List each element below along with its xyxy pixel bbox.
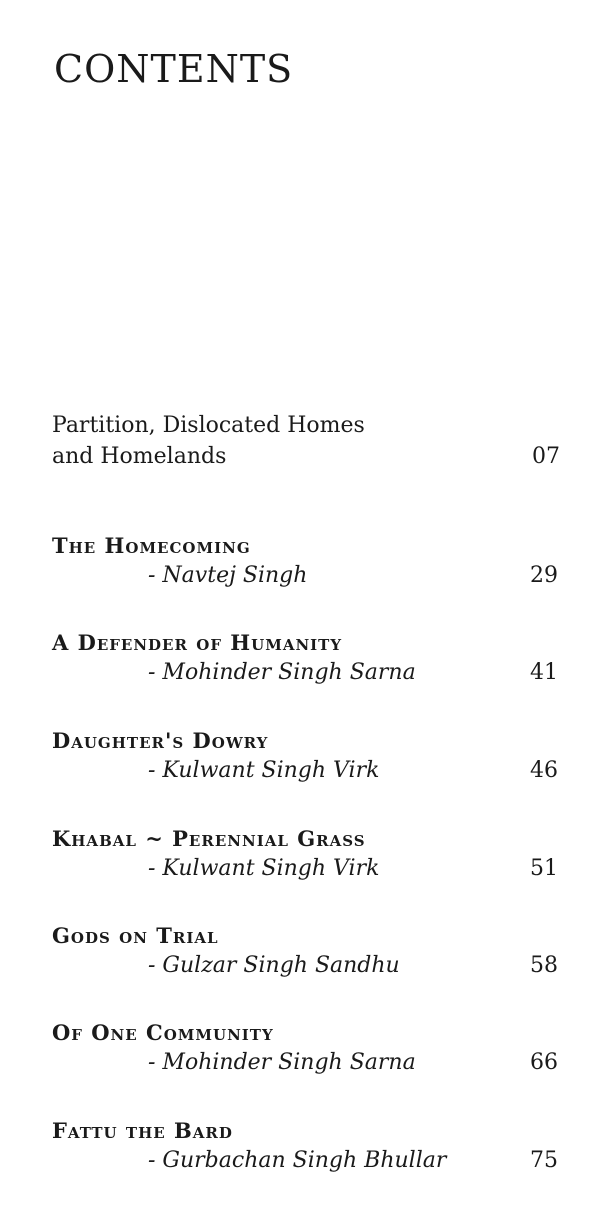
story-title: Fattu the Bard [52, 1118, 233, 1143]
story-page-number: 46 [530, 758, 558, 783]
toc-entry [52, 730, 558, 792]
page-title: CONTENTS [54, 47, 294, 91]
intro-page-number: 07 [532, 444, 560, 469]
story-page-number: 58 [530, 953, 558, 978]
story-author: - Mohinder Singh Sarna [148, 660, 416, 685]
story-title: Of One Community [52, 1020, 274, 1045]
story-author: - Gulzar Singh Sandhu [148, 953, 400, 978]
intro-entry [52, 410, 560, 472]
story-title: Gods on Trial [52, 923, 219, 948]
story-title: The Homecoming [52, 533, 251, 558]
story-title: A Defender of Humanity [52, 630, 343, 655]
story-page-number: 51 [530, 856, 558, 881]
toc-entry [52, 1022, 558, 1084]
intro-title-line-1: Partition, Dislocated Homes [52, 413, 365, 438]
toc-entry [52, 828, 558, 890]
story-author: - Mohinder Singh Sarna [148, 1050, 416, 1075]
story-title: Khabal ~ Perennial Grass [52, 826, 366, 851]
story-page-number: 41 [530, 660, 558, 685]
story-author: - Navtej Singh [148, 563, 308, 588]
toc-entry [52, 925, 558, 987]
story-title: Daughter's Dowry [52, 728, 269, 753]
story-page-number: 29 [530, 563, 558, 588]
story-author: - Kulwant Singh Virk [148, 758, 380, 783]
story-page-number: 66 [530, 1050, 558, 1075]
toc-entry [52, 632, 558, 694]
intro-title-line-2: and Homelands [52, 444, 227, 469]
toc-entry [52, 535, 558, 597]
story-page-number: 75 [530, 1148, 558, 1173]
story-author: - Kulwant Singh Virk [148, 856, 380, 881]
toc-entry [52, 1120, 558, 1182]
story-author: - Gurbachan Singh Bhullar [148, 1148, 447, 1173]
